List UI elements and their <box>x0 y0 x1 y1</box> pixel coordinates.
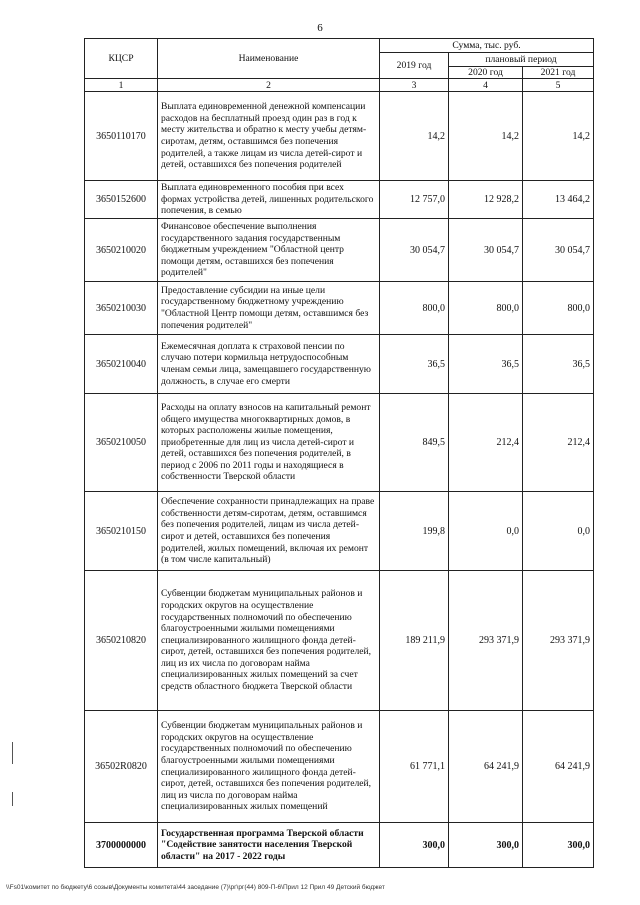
row-value-2020: 300,0 <box>449 823 523 868</box>
row-value-2021: 14,2 <box>523 92 594 181</box>
page-number: 6 <box>317 22 323 34</box>
row-value-2019: 300,0 <box>380 823 449 868</box>
row-value-2020: 800,0 <box>449 282 523 335</box>
row-code: 3700000000 <box>85 823 158 868</box>
row-value-2019: 849,5 <box>380 394 449 492</box>
row-value-2019: 800,0 <box>380 282 449 335</box>
row-value-2020: 12 928,2 <box>449 181 523 219</box>
row-code: 36502R0820 <box>85 711 158 823</box>
table-row <box>85 92 594 181</box>
row-code: 3650210820 <box>85 571 158 711</box>
row-value-2019: 36,5 <box>380 335 449 394</box>
budget-table <box>84 38 594 868</box>
table-row <box>85 394 594 492</box>
row-value-2020: 30 054,7 <box>449 219 523 282</box>
row-name: Предоставление субсидии на иные цели государственному бюджетному учреждению "Областной Центр помощи детям, оставшимся без попечения родителей" <box>158 282 380 335</box>
header-plan-period: плановый период <box>449 53 594 67</box>
row-value-2021: 800,0 <box>523 282 594 335</box>
table-row <box>85 711 594 823</box>
row-code: 3650210150 <box>85 492 158 571</box>
row-code: 3650210040 <box>85 335 158 394</box>
row-value-2020: 14,2 <box>449 92 523 181</box>
header-sum: Сумма, тыс. руб. <box>380 39 594 53</box>
row-name: Субвенции бюджетам муниципальных районов и городских округов на осуществление государственных полномочий по обеспечению благоустроенными жилыми помещениями специализированного жилищного фонда детей-сирот, детей, оставшихся без попечения родителей, лиц из их числа по договорам найма специализированных жилых помещений за счет средств областного бюджета Тверской области <box>158 571 380 711</box>
row-value-2020: 64 241,9 <box>449 711 523 823</box>
table-row <box>85 571 594 711</box>
table-row <box>85 219 594 282</box>
row-value-2020: 293 371,9 <box>449 571 523 711</box>
row-code: 3650210030 <box>85 282 158 335</box>
row-value-2021: 293 371,9 <box>523 571 594 711</box>
table-row <box>85 282 594 335</box>
table-row-total <box>85 823 594 868</box>
row-code: 3650210020 <box>85 219 158 282</box>
header-year-2020: 2020 год <box>449 67 523 79</box>
row-name: Субвенции бюджетам муниципальных районов и городских округов на осуществление государственных полномочий по обеспечению благоустроенными жилыми помещениями специализированного жилищного фонда детей-сирот, детей, оставшихся без попечения родителей, лиц из числа по договорам найма специализированных жилых помещений <box>158 711 380 823</box>
header-year-2021: 2021 год <box>523 67 594 79</box>
row-name: Расходы на оплату взносов на капитальный ремонт общего имущества многоквартирных домов, в которых расположены жилые помещения, приобретенные для лиц из числа детей-сирот и детей, оставшихся без попечения родителей, в период с 2006 по 2011 годы и находящиеся в собственности Тверской области <box>158 394 380 492</box>
row-value-2021: 0,0 <box>523 492 594 571</box>
scan-margin-mark <box>12 792 13 806</box>
column-number-row <box>85 79 594 92</box>
row-value-2020: 0,0 <box>449 492 523 571</box>
row-code: 3650210050 <box>85 394 158 492</box>
row-value-2021: 212,4 <box>523 394 594 492</box>
file-path-footer: \\Fs01\комитет по бюджету\6 созыв\Документы комитета\44 заседание (7)\рг\рг(44) 809-П-6\Прил 12 Прил 49 Детский бюджет <box>6 884 385 891</box>
header-kcsr: КЦСР <box>85 39 158 79</box>
row-value-2019: 189 211,9 <box>380 571 449 711</box>
row-value-2020: 36,5 <box>449 335 523 394</box>
row-name: Ежемесячная доплата к страховой пенсии по случаю потери кормильца нетрудоспособным членам семьи лица, замещавшего государственную должность, в случае его смерти <box>158 335 380 394</box>
scan-margin-mark <box>12 742 13 764</box>
table-row <box>85 181 594 219</box>
column-number: 3 <box>380 79 449 92</box>
row-value-2019: 61 771,1 <box>380 711 449 823</box>
table-row <box>85 335 594 394</box>
row-value-2019: 14,2 <box>380 92 449 181</box>
row-value-2019: 199,8 <box>380 492 449 571</box>
header-name: Наименование <box>158 39 380 79</box>
column-number: 1 <box>85 79 158 92</box>
row-value-2021: 300,0 <box>523 823 594 868</box>
row-value-2021: 64 241,9 <box>523 711 594 823</box>
column-number: 2 <box>158 79 380 92</box>
row-code: 3650152600 <box>85 181 158 219</box>
row-value-2019: 12 757,0 <box>380 181 449 219</box>
row-value-2019: 30 054,7 <box>380 219 449 282</box>
row-value-2021: 30 054,7 <box>523 219 594 282</box>
table-row <box>85 492 594 571</box>
row-name: Обеспечение сохранности принадлежащих на праве собственности детям-сиротам, детям, оставшимся без попечения родителей, лицам из числа детей-сирот и детей, оставшихся без попечения родителей, жилых помещений, включая их ремонт (в том числе капитальный) <box>158 492 380 571</box>
row-name: Государственная программа Тверской области "Содействие занятости населения Тверской области" на 2017 - 2022 годы <box>158 823 380 868</box>
row-value-2021: 36,5 <box>523 335 594 394</box>
column-number: 5 <box>523 79 594 92</box>
header-year-2019: 2019 год <box>380 53 449 79</box>
row-name: Выплата единовременной денежной компенсации расходов на бесплатный проезд один раз в год к месту жительства и обратно к месту учебы детям-сиротам, детям, оставшимся без попечения родителей, а также лицам из числа детей-сирот и детей, оставшихся без попечения родителей <box>158 92 380 181</box>
column-number: 4 <box>449 79 523 92</box>
row-value-2021: 13 464,2 <box>523 181 594 219</box>
row-name: Выплата единовременного пособия при всех формах устройства детей, лишенных родительского попечения, в семью <box>158 181 380 219</box>
row-value-2020: 212,4 <box>449 394 523 492</box>
row-name: Финансовое обеспечение выполнения государственного задания государственным бюджетным учреждением "Областной центр помощи детям, оставшихся без попечения родителей" <box>158 219 380 282</box>
row-code: 3650110170 <box>85 92 158 181</box>
